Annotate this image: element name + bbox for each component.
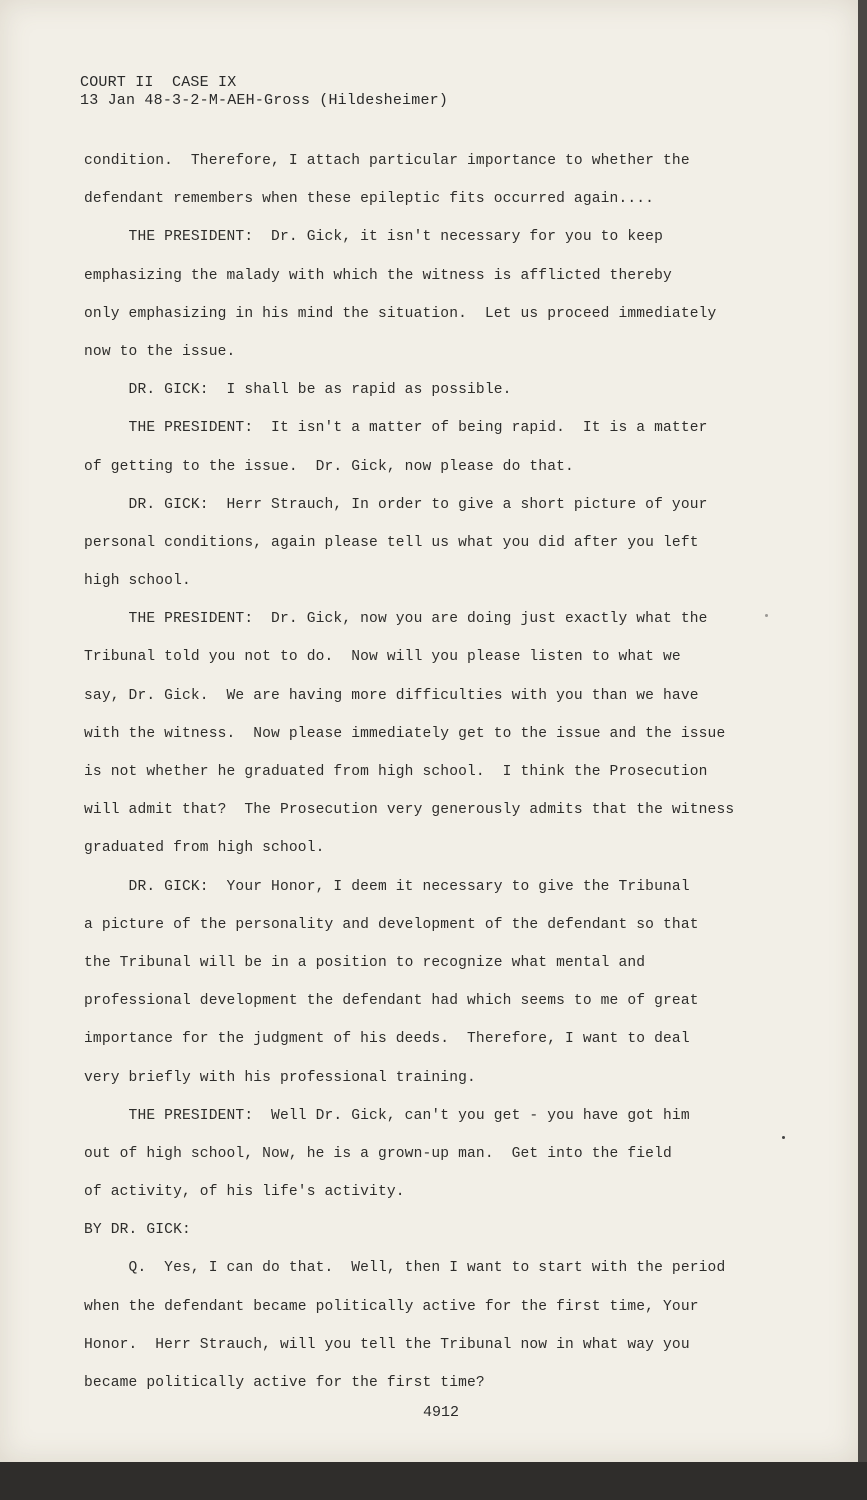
transcript-line: Honor. Herr Strauch, will you tell the Tribunal now in what way you — [84, 1336, 690, 1353]
transcript-line: a picture of the personality and development of the defendant so that — [84, 916, 699, 933]
stray-ink-mark — [765, 614, 768, 617]
transcript-line: is not whether he graduated from high school. I think the Prosecution — [84, 764, 708, 780]
transcript-line: graduated from high school. — [84, 840, 325, 857]
transcript-line: now to the issue. — [84, 343, 236, 360]
transcript-line: professional development the defendant had which seems to me of great — [84, 993, 699, 1010]
transcript-line: will admit that? The Prosecution very generously admits that the witness — [84, 802, 735, 819]
transcript-line: DR. GICK: Your Honor, I deem it necessary to give the Tribunal — [84, 878, 690, 895]
transcript-line: THE PRESIDENT: Well Dr. Gick, can't you get - you have got him — [84, 1107, 690, 1124]
case-line: COURT II CASE IX — [80, 74, 237, 91]
transcript-body — [84, 142, 784, 1402]
transcript-line: condition. Therefore, I attach particular importance to whether the — [84, 153, 690, 169]
transcript-line: very briefly with his professional training. — [84, 1069, 476, 1086]
transcript-line: importance for the judgment of his deeds. Therefore, I want to deal — [84, 1031, 690, 1048]
transcript-line: THE PRESIDENT: It isn't a matter of being rapid. It is a matter — [84, 420, 708, 437]
transcript-line: say, Dr. Gick. We are having more difficulties with you than we have — [84, 687, 699, 704]
transcript-line: THE PRESIDENT: Dr. Gick, it isn't necessary for you to keep — [84, 229, 663, 246]
transcript-line: only emphasizing in his mind the situation. Let us proceed immediately — [84, 305, 717, 322]
document-header — [80, 74, 448, 110]
transcript-line: DR. GICK: Herr Strauch, In order to give a short picture of your — [84, 496, 708, 513]
page-number: 4912 — [423, 1404, 460, 1421]
transcript-line: when the defendant became politically active for the first time, Your — [84, 1298, 699, 1315]
transcript-line: became politically active for the first time? — [84, 1375, 485, 1391]
transcript-line: DR. GICK: I shall be as rapid as possible. — [84, 382, 512, 399]
transcript-line: with the witness. Now please immediately get to the issue and the issue — [84, 725, 726, 742]
transcript-line: of activity, of his life's activity. — [84, 1184, 405, 1201]
transcript-line: defendant remembers when these epileptic fits occurred again.... — [84, 191, 655, 208]
scan-edge-right — [858, 0, 867, 1462]
transcript-line: out of high school, Now, he is a grown-up man. Get into the field — [84, 1145, 672, 1162]
transcript-line: Tribunal told you not to do. Now will you please listen to what we — [84, 649, 681, 666]
transcript-line: the Tribunal will be in a position to recognize what mental and — [84, 954, 646, 971]
transcript-line: of getting to the issue. Dr. Gick, now please do that. — [84, 458, 574, 475]
scan-edge-bottom — [0, 1462, 867, 1500]
session-line: 13 Jan 48-3-2-M-AEH-Gross (Hildesheimer) — [80, 92, 449, 109]
transcript-line: BY DR. GICK: — [84, 1222, 191, 1239]
transcript-line: high school. — [84, 573, 191, 590]
transcript-line: personal conditions, again please tell us what you did after you left — [84, 534, 699, 551]
transcript-line: emphasizing the malady with which the witness is afflicted thereby — [84, 267, 672, 284]
stray-ink-mark — [782, 1136, 785, 1139]
transcript-line: Q. Yes, I can do that. Well, then I want to start with the period — [84, 1260, 726, 1277]
transcript-line: THE PRESIDENT: Dr. Gick, now you are doing just exactly what the — [84, 611, 708, 628]
